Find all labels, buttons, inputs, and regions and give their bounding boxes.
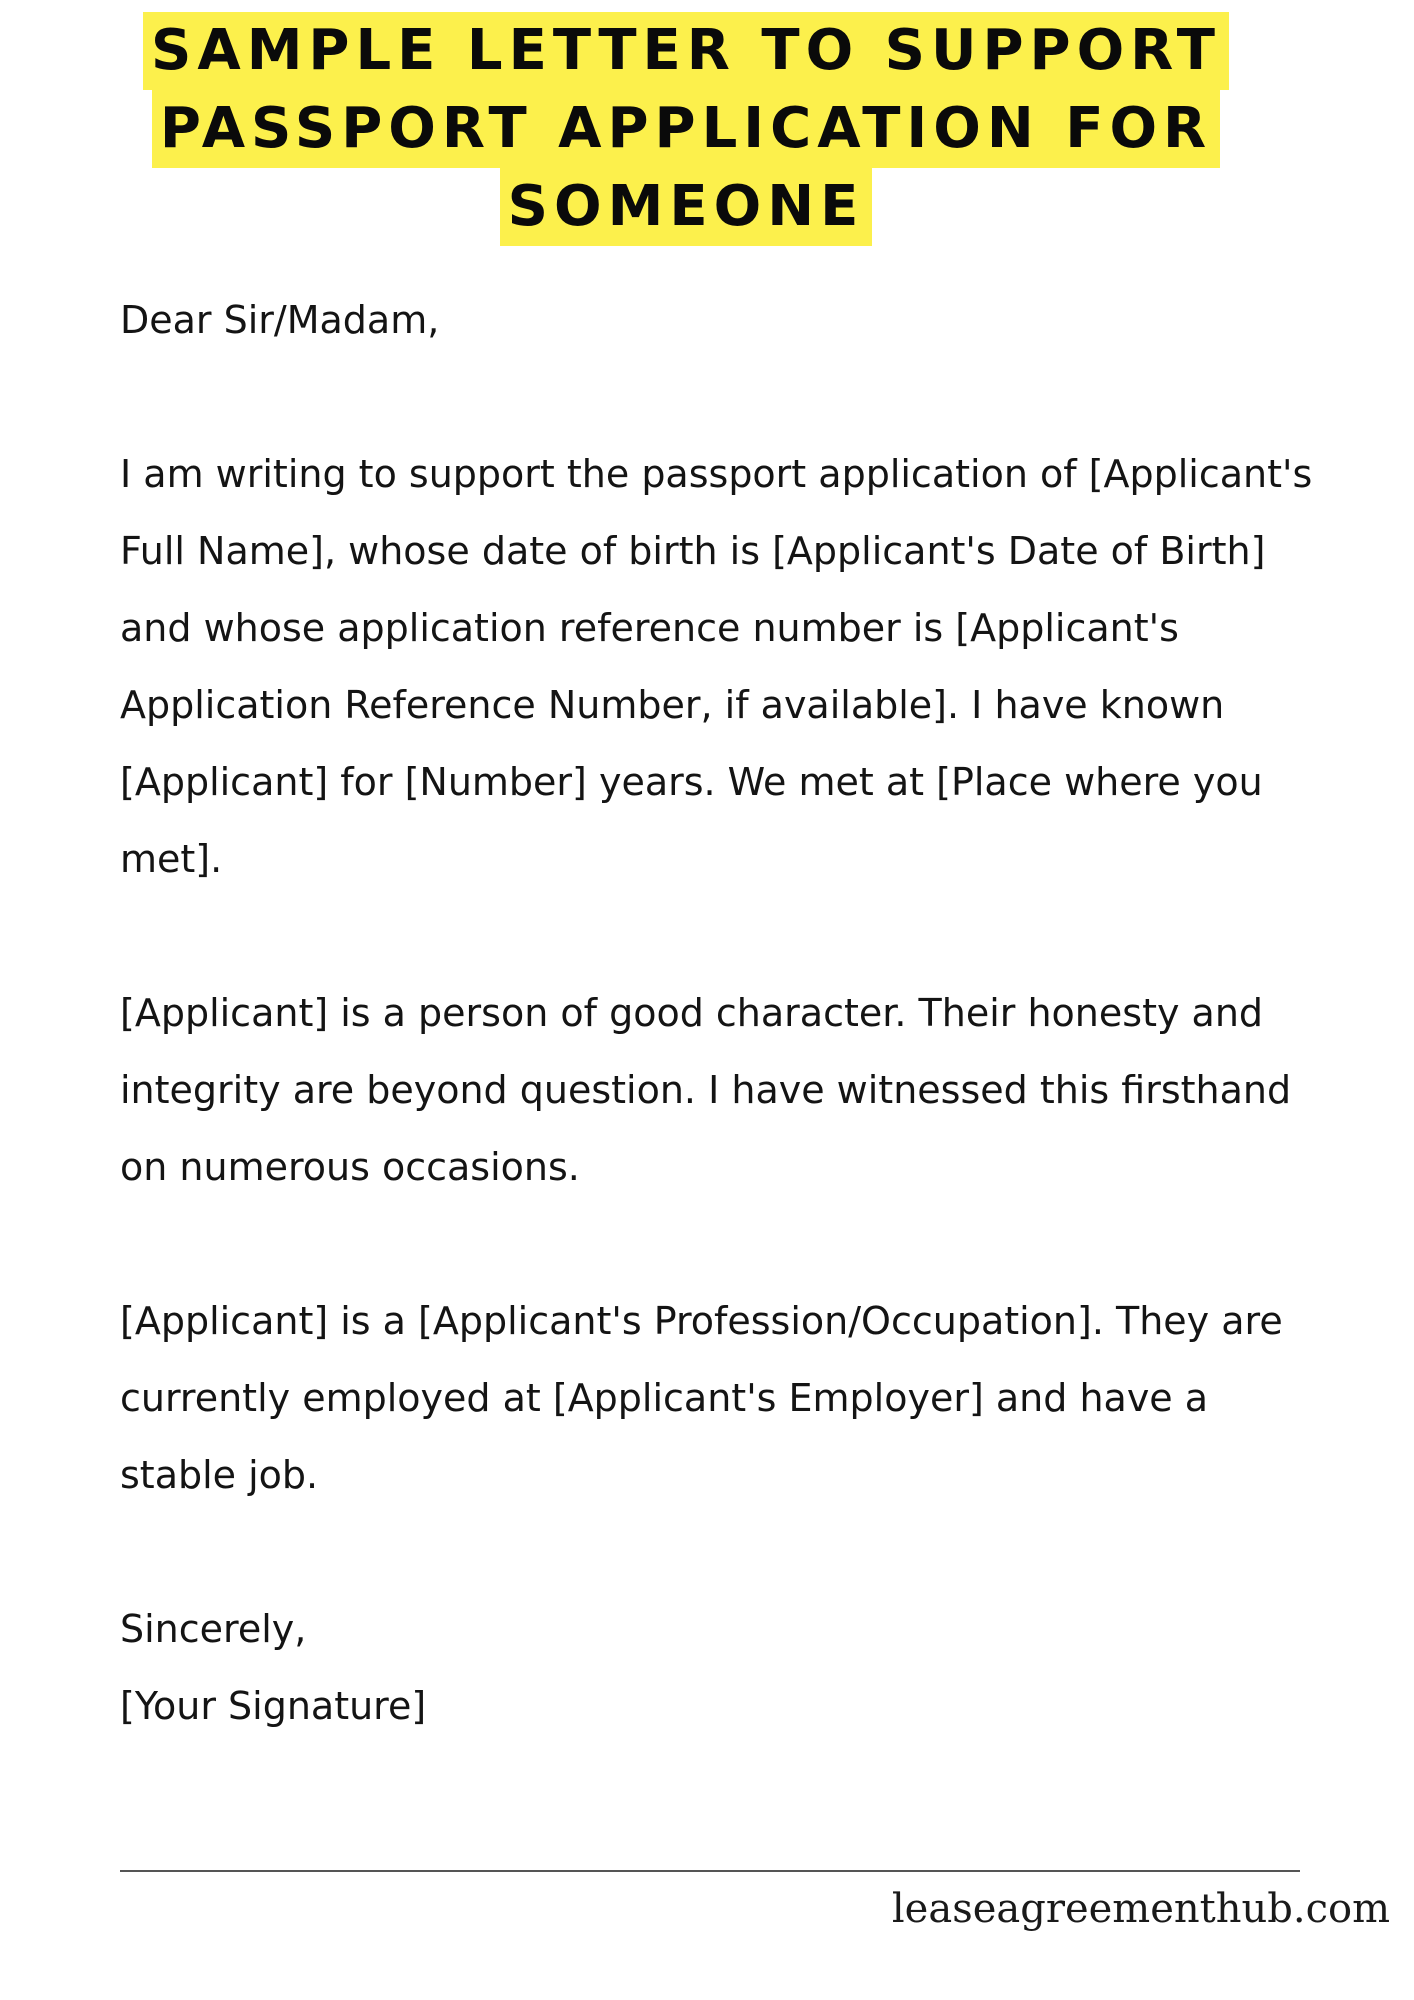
document-title — [0, 12, 1372, 246]
title-line-3: SOMEONE — [500, 168, 873, 246]
closing: Sincerely, — [120, 1607, 307, 1651]
title-line-2: PASSPORT APPLICATION FOR — [152, 90, 1220, 168]
footer-divider — [120, 1870, 1300, 1872]
paragraph-employment: [Applicant] is a [Applicant's Profession/Occupation]. They are currently employed at [Applicant's Employer] and have a stable job. — [120, 1299, 1283, 1497]
salutation: Dear Sir/Madam, — [120, 298, 440, 342]
paragraph-introduction: I am writing to support the passport application of [Applicant's Full Name], whose date of birth is [Applicant's Date of Birth] and whose application reference number is [Applicant's Application Reference Number, if available]. I have known [Applicant] for [Number] years. We met at [Place where you met]. — [120, 452, 1313, 881]
signature-placeholder: [Your Signature] — [120, 1684, 427, 1728]
title-line-1: SAMPLE LETTER TO SUPPORT — [143, 12, 1229, 90]
paragraph-character: [Applicant] is a person of good character. Their honesty and integrity are beyond question. I have witnessed this firsthand on numerous occasions. — [120, 991, 1292, 1189]
letter-body — [120, 282, 1320, 1745]
site-name: leaseagreementhub.com — [891, 1886, 1390, 1932]
